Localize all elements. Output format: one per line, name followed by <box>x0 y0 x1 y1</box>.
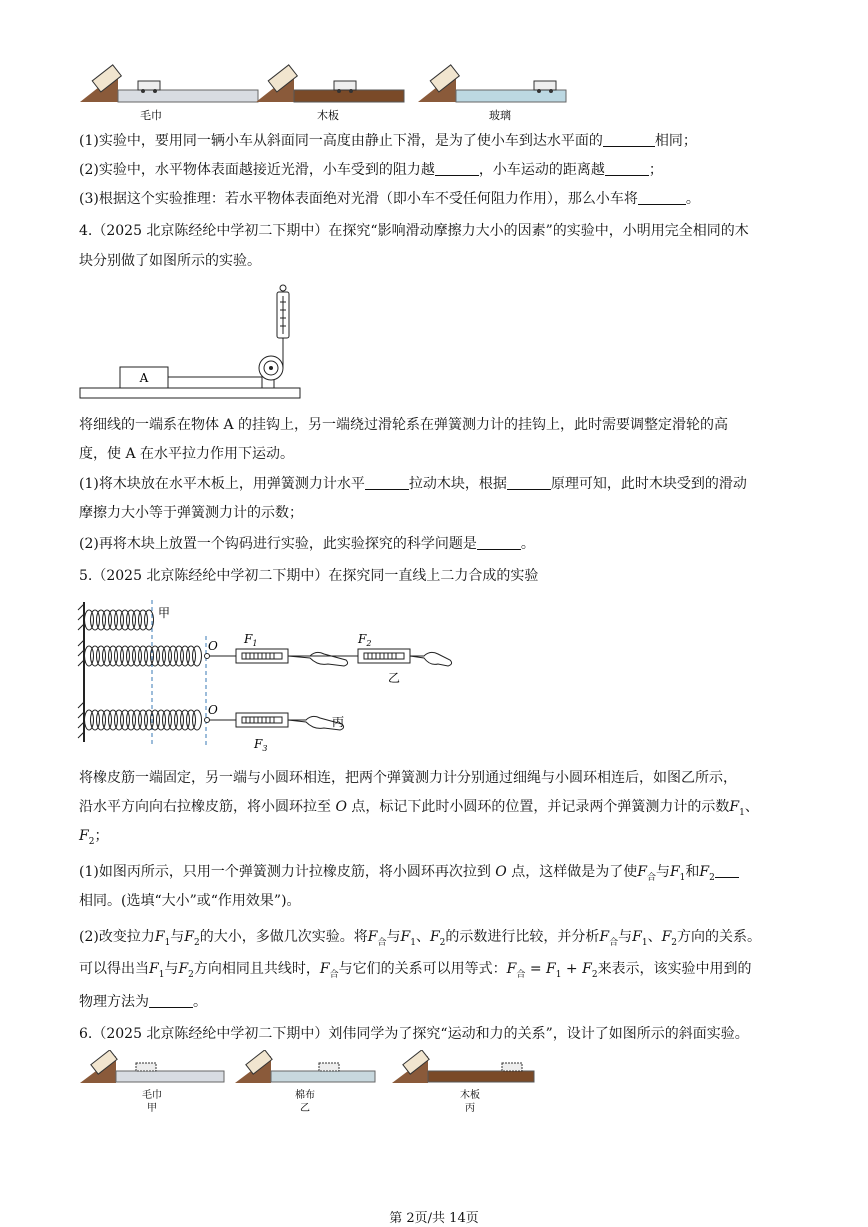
q3-part2: (2)实验中，水平物体表面越接近光滑，小车受到的阻力越 ，小车运动的距离越 ； <box>79 162 663 178</box>
answer-blank[interactable] <box>149 993 193 1008</box>
ramp-bing-board <box>392 1050 534 1114</box>
answer-blank[interactable] <box>477 535 521 550</box>
spring-coil <box>193 710 202 730</box>
q5-part2-line2: 可以得出当$F_1$与$F_2$方向相同且共线时，$F_合$与它们的关系可以用等式：$F_合 = F_1 + F_2$来表示，该实验中用到的 <box>79 961 752 980</box>
answer-blank[interactable] <box>507 475 551 490</box>
q6-ramp-figure <box>78 1050 548 1116</box>
q4-desc-line2: 度，使 A 在水平拉力作用下运动。 <box>79 446 295 462</box>
ramp-tag-jia: 甲 <box>147 1103 157 1114</box>
q5-part2: (2)改变拉力$F_1$与$F_2$的大小，多做几次实验。将$F_合$与$F_1$、$F_2$的示数进行比较，并分析$F_合$与$F_1$、$F_2$方向的关系。 <box>79 929 762 948</box>
label-f3: $F_3$ <box>254 737 268 753</box>
q4-stem-line1: 4.（2025 北京陈经纶中学初二下期中）在探究“影响滑动摩擦力大小的因素”的实验中，小明用完全相同的木 <box>79 223 749 239</box>
label-f2: $F_2$ <box>358 632 372 648</box>
ramp-jia-towel <box>80 1050 224 1114</box>
q4-desc-line1: 将细线的一端系在物体 A 的挂钩上，另一端绕过滑轮系在弹簧测力计的挂钩上，此时需要调整定滑轮的高 <box>79 417 729 433</box>
answer-blank[interactable] <box>435 161 479 176</box>
label-yi: 乙 <box>388 671 401 685</box>
label-f1: $F_1$ <box>244 632 258 648</box>
ramp-label-towel: 毛巾 <box>140 109 162 122</box>
ramp-towel <box>80 65 258 122</box>
q5-part1: (1)如图丙所示，只用一个弹簧测力计拉橡皮筋，将小圆环再次拉到 O 点，这样做是为了使$F_合$与$F_1$和$F_2$ <box>79 862 739 888</box>
label-bing: 丙 <box>332 715 345 729</box>
answer-blank[interactable] <box>638 190 686 205</box>
ramp-label-towel: 毛巾 <box>142 1090 162 1101</box>
q5-part1-line2: 相同。(选填“大小”或“作用效果”)。 <box>79 893 301 909</box>
label-jia: 甲 <box>158 606 171 620</box>
q4-part1: (1)将木块放在水平木板上，用弹簧测力计水平 拉动木块，根据 原理可知，此时木块受到的滑动 <box>79 476 747 492</box>
q4-friction-figure <box>78 280 308 405</box>
q3-part3: (3)根据这个实验推理：若水平物体表面绝对光滑（即小车不受任何阻力作用），那么小车将 。 <box>79 191 700 207</box>
block-a-label: A <box>139 371 149 385</box>
label-o-bing: O <box>208 703 218 717</box>
q4-stem-line2: 块分别做了如图所示的实验。 <box>79 253 261 269</box>
spring-coil <box>193 646 202 666</box>
q4-part2: (2)再将木块上放置一个钩码进行实验，此实验探究的科学问题是 。 <box>79 536 535 552</box>
q5-stem: 5.（2025 北京陈经纶中学初二下期中）在探究同一直线上二力合成的实验 <box>79 568 539 584</box>
q3-ramp-figure <box>78 64 578 124</box>
ramp-tag-yi: 乙 <box>300 1103 310 1114</box>
q5-desc-line3: $F_2$； <box>79 828 109 847</box>
q4-part1-line2: 摩擦力大小等于弹簧测力计的示数； <box>79 505 303 521</box>
ramp-tag-bing: 丙 <box>465 1103 475 1114</box>
ramp-board <box>256 65 404 122</box>
answer-blank[interactable] <box>365 475 409 490</box>
ramp-label-cloth: 棉布 <box>295 1090 315 1101</box>
rubber-band-yi <box>85 646 202 666</box>
spring-scale-f2 <box>358 649 410 663</box>
hand-yi-2 <box>410 652 452 666</box>
q6-stem: 6.（2025 北京陈经纶中学初二下期中）刘伟同学为了探究“运动和力的关系”，设计了如图所示的斜面实验。 <box>79 1026 749 1042</box>
ramp-label-board: 木板 <box>460 1090 480 1101</box>
spring-scale-f1 <box>236 649 288 663</box>
answer-blank[interactable] <box>603 132 655 147</box>
answer-blank[interactable] <box>715 863 739 878</box>
hand-yi-1 <box>288 652 348 666</box>
page-footer: 第 2页/共 14页 <box>389 1211 479 1226</box>
q3-part1: (1)实验中，要用同一辆小车从斜面同一高度由静止下滑，是为了使小车到达水平面的 相同； <box>79 133 697 149</box>
spring-scale-vertical <box>277 285 289 338</box>
ramp-glass <box>418 65 566 122</box>
q5-desc-line1: 将橡皮筋一端固定，另一端与小圆环相连，把两个弹簧测力计分别通过细绳与小圆环相连后，如图乙所示， <box>79 770 737 786</box>
spring-coil <box>145 610 154 630</box>
rubber-band-jia <box>85 610 154 630</box>
ramp-label-board: 木板 <box>317 109 339 122</box>
q5-desc-line2: 沿水平方向向右拉橡皮筋，将小圆环拉至 O 点，标记下此时小圆环的位置，并记录两个弹簧测力计的示数$F_1$、 <box>79 799 759 818</box>
answer-blank[interactable] <box>605 161 649 176</box>
rubber-band-bing <box>85 710 202 730</box>
q5-force-composition-figure <box>74 596 454 756</box>
spring-scale-f3 <box>236 713 288 727</box>
ramp-label-glass: 玻璃 <box>489 109 511 122</box>
ramp-yi-cloth <box>235 1050 375 1114</box>
q5-part2-line3: 物理方法为 。 <box>79 994 207 1010</box>
label-o-yi: O <box>208 639 218 653</box>
